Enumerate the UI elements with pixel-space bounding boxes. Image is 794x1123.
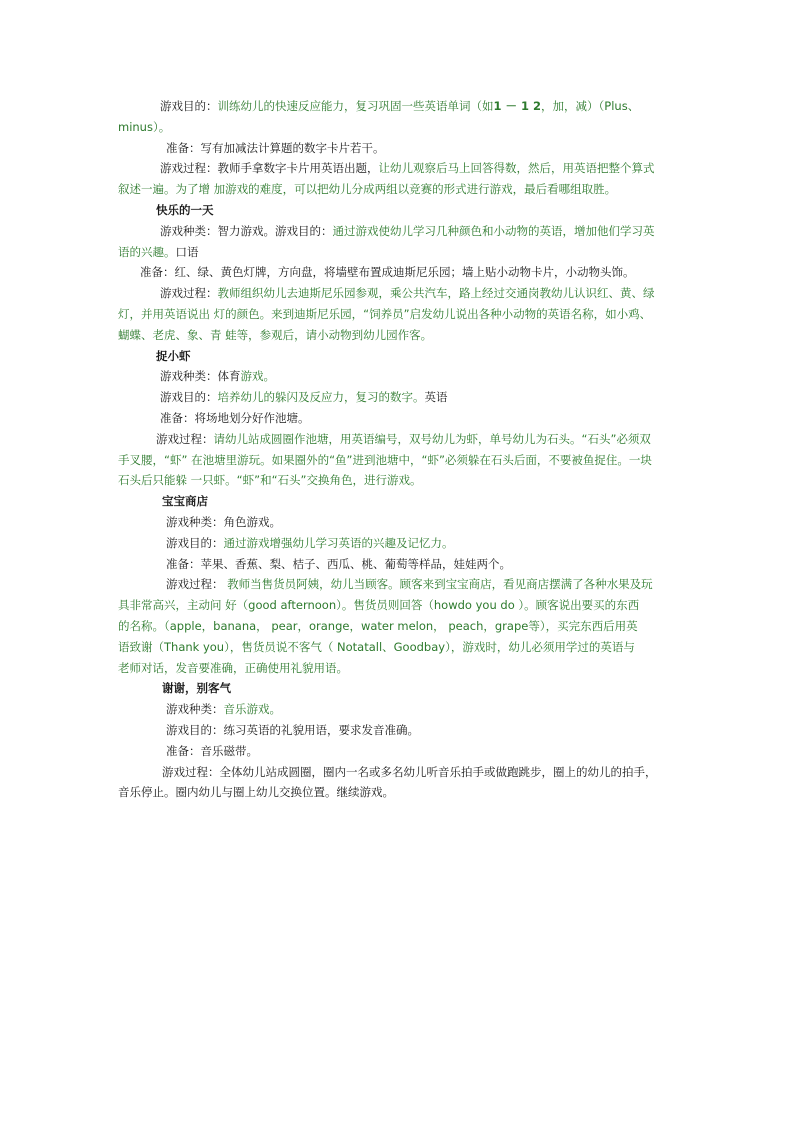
text: 红、绿、黄色灯牌，方向盘，将墙壁布置成迪斯尼乐园；墙上贴小动物卡片，小动物头饰。 <box>174 265 635 280</box>
label: 游戏目的： <box>166 722 224 737</box>
game1-process <box>118 158 684 179</box>
game5-process-cont: 音乐停止。圈内幼儿与圈上幼儿交换位置。继续游戏。 <box>118 785 394 800</box>
label: 游戏目的： <box>160 99 218 113</box>
game3-title: 捉小虾 <box>156 348 191 363</box>
label: 游戏过程： <box>162 764 220 779</box>
game5-type <box>118 699 684 720</box>
game3-type <box>118 366 684 387</box>
game2-process-cont1: 灯，并用英语说出 灯的颜色。来到迪斯尼乐园，“饲养员”启发幼儿说出各种小动物的英语名称，如小鸡、 <box>118 306 652 321</box>
game2-process <box>118 283 684 304</box>
text: 将场地划分好作池塘。 <box>194 410 310 425</box>
text: 角色游戏。 <box>223 514 281 529</box>
text: 英语 <box>424 390 448 405</box>
game5-prep <box>118 741 684 762</box>
text: 通过游戏增强幼儿学习英语的兴趣及记忆力。 <box>223 535 454 550</box>
text: 音乐磁带。 <box>200 743 258 758</box>
game4-process <box>118 574 684 595</box>
game4-type <box>118 512 684 533</box>
game3-process-cont2: 石头后只能躲 一只虾。“虾”和“石头”交换角色，进行游戏。 <box>118 473 422 488</box>
document-page <box>118 96 684 803</box>
text: 口语 <box>175 244 199 259</box>
text: 培养幼儿的躲闪及反应力，复习的数字。 <box>217 390 425 405</box>
text: 智力游戏。 <box>217 223 275 238</box>
label: 准备： <box>166 743 201 758</box>
text: 写有加减法计算题的数字卡片若干。 <box>200 140 385 155</box>
text: 体育 <box>217 369 241 384</box>
text: 练习英语的礼貌用语，要求发音准确。 <box>223 722 419 737</box>
text: ，加，减）（Plus、 <box>541 99 640 113</box>
label: 游戏目的： <box>160 390 218 405</box>
game4-prep <box>118 554 684 575</box>
game2-type-purpose <box>118 221 684 242</box>
game1-purpose <box>118 96 684 117</box>
text: 教师当售货员阿姨，幼儿当顾客。顾客来到宝宝商店，看见商店摆满了各种水果及玩 <box>223 577 653 592</box>
label: 准备： <box>166 556 201 571</box>
label: 游戏种类： <box>160 223 218 238</box>
text: 训练幼儿的快速反应能力，复习巩固一些英语单词（如 <box>217 99 494 113</box>
game2-process-cont2: 蝴蝶、老虎、象、青 蛙等，参观后，请小动物到幼儿园作客。 <box>118 327 433 342</box>
game2-purpose-cont <box>118 242 684 263</box>
label: 游戏种类： <box>166 514 224 529</box>
game2-title: 快乐的一天 <box>156 202 214 217</box>
label: 游戏目的： <box>275 223 333 238</box>
game4-process-cont2: 的名称。（apple，banana， pear，orange，water melon， peach，grape等），买完东西后用英 <box>118 618 638 633</box>
label: 准备： <box>166 140 201 155</box>
text: 游戏。 <box>240 369 275 384</box>
label: 游戏过程： <box>166 577 224 592</box>
game3-prep <box>118 408 684 429</box>
text: 音乐游戏。 <box>223 702 281 717</box>
text: 教师组织幼儿去迪斯尼乐园参观，乘公共汽车，路上经过交通岗教幼儿认识红、黄、绿 <box>217 286 655 301</box>
text: 语的兴趣。 <box>118 244 176 259</box>
game1-process-cont: 叙述一遍。为了增 加游戏的难度，可以把幼儿分成两组以竞赛的形式进行游戏，最后看哪组取胜。 <box>118 182 617 197</box>
game5-purpose <box>118 720 684 741</box>
text: 1 － 1 2 <box>493 99 542 113</box>
text: 通过游戏使幼儿学习几种颜色和小动物的英语，增加他们学习英 <box>332 223 655 238</box>
text: 全体幼儿站成圆圈，圈内一名或多名幼儿听音乐拍手或做跑跳步，圈上的幼儿的拍手， <box>219 764 657 779</box>
game5-process <box>118 762 684 783</box>
label: 游戏过程： <box>156 431 214 446</box>
text: 教师手拿数字卡片用英语出题， <box>217 161 379 176</box>
label: 游戏过程： <box>160 161 218 176</box>
text: 让幼儿观察后马上回答得数，然后，用英语把整个算式 <box>378 161 655 176</box>
label: 游戏种类： <box>160 369 218 384</box>
game3-purpose <box>118 387 684 408</box>
game4-process-cont4: 老师对话，发音要准确，正确使用礼貌用语。 <box>118 660 348 675</box>
label: 游戏目的： <box>166 535 224 550</box>
game1-purpose-cont: minus）。 <box>118 119 171 134</box>
game2-prep <box>118 262 684 283</box>
label: 游戏种类： <box>166 702 224 717</box>
game3-process <box>118 429 684 450</box>
game1-prep <box>118 138 684 159</box>
text: 苹果、香蕉、梨、桔子、西瓜、桃、葡萄等样品，娃娃两个。 <box>200 556 511 571</box>
game4-process-cont1: 具非常高兴，主动问 好（good afternoon）。售货员则回答（howdo you do ）。顾客说出要买的东西 <box>118 598 640 613</box>
label: 准备： <box>160 410 195 425</box>
game4-title: 宝宝商店 <box>162 494 208 509</box>
game4-process-cont3: 语致谢（Thank you），售货员说不客气（ Notatall、Goodbay），游戏时，幼儿必须用学过的英语与 <box>118 639 635 654</box>
game3-process-cont1: 手叉腰，“虾” 在池塘里游玩。如果圈外的“鱼”进到池塘中，“虾”必须躲在石头后面，不要被鱼捉住。一块 <box>118 452 652 467</box>
label: 游戏过程： <box>160 286 218 301</box>
text: 请幼儿站成圆圈作池塘，用英语编号，双号幼儿为虾，单号幼儿为石头。“石头”必须双 <box>213 431 651 446</box>
label: 准备： <box>140 265 175 280</box>
game4-purpose <box>118 533 684 554</box>
game5-title: 谢谢，别客气 <box>162 681 231 696</box>
